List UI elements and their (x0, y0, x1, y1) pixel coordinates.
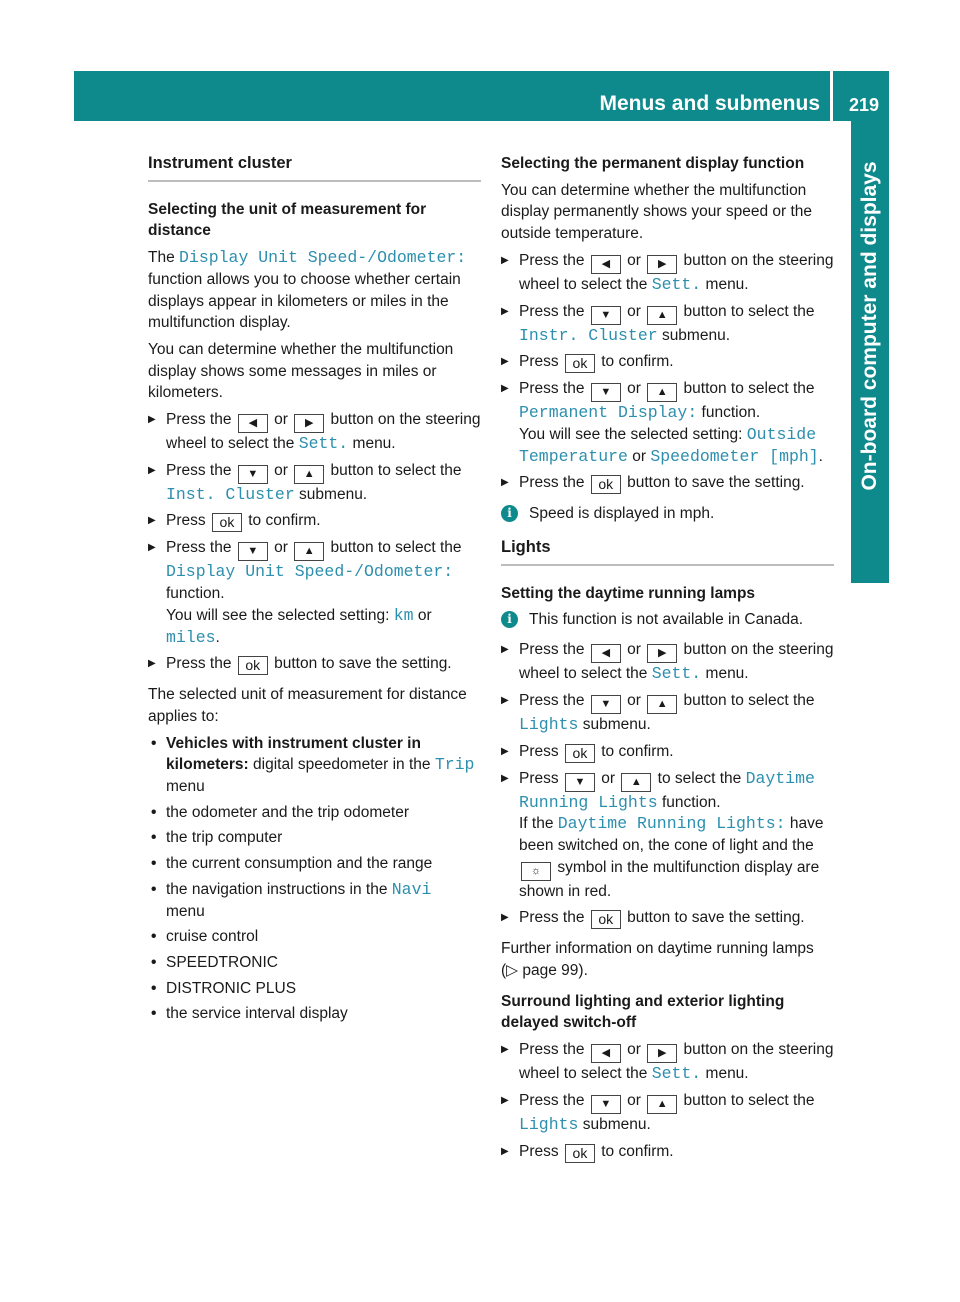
down-button-icon: ▼ (238, 542, 268, 561)
paragraph-intro: The Display Unit Speed-/Odometer: function allows you to choose whether certain displays appear in kilometers or miles in the multifunction display. (148, 248, 467, 332)
ok-button-icon: ok (565, 1144, 595, 1163)
info-icon: i (501, 611, 518, 628)
ok-button-icon: ok (591, 475, 621, 494)
step-save: ▶ Press the ok button to save the setting. (501, 907, 834, 929)
info-note-mph: i Speed is displayed in mph. (501, 503, 834, 525)
ok-button-icon: ok (565, 744, 595, 763)
list-item: • SPEEDTRONIC (148, 952, 481, 974)
list-item: • Vehicles with instrument cluster in kilometers: digital speedometer in the Trip menu (148, 733, 481, 798)
step-confirm: ▶ Press ok to confirm. (501, 1141, 834, 1163)
subheading-surround-lighting: Surround lighting and exterior lighting delayed switch-off (501, 992, 785, 1032)
list-item: • DISTRONIC PLUS (148, 978, 481, 1000)
step-confirm: ▶ Press ok to confirm. (501, 351, 834, 373)
right-button-icon: ▶ (294, 414, 324, 433)
subheading-daytime-lamps: Setting the daytime running lamps (501, 584, 756, 602)
left-column (148, 153, 481, 1029)
header-title: Menus and submenus (599, 92, 820, 115)
page-header (74, 71, 889, 121)
paragraph-applies: The selected unit of measurement for distance applies to: (148, 686, 467, 725)
page-number: 219 (848, 95, 879, 115)
header-divider (830, 71, 833, 121)
section-heading-lights: Lights (501, 537, 834, 566)
down-button-icon: ▼ (591, 306, 621, 325)
up-button-icon: ▲ (647, 306, 677, 325)
left-button-icon: ◀ (238, 414, 268, 433)
ok-button-icon: ok (565, 354, 595, 373)
up-button-icon: ▲ (647, 695, 677, 714)
paragraph-further-info: Further information on daytime running lamps (▷ page 99). (501, 940, 814, 980)
paragraph-miles-km: You can determine whether the multifunction display shows some messages in miles or kilometers. (148, 340, 454, 402)
down-button-icon: ▼ (591, 1095, 621, 1114)
step-select-sett: ▶ Press the ◀ or ▶ button on the steering wheel to select the Sett. menu. (148, 409, 481, 455)
step-confirm: ▶ Press ok to confirm. (501, 741, 834, 763)
subheading-unit-distance: Selecting the unit of measurement for distance (148, 200, 427, 240)
left-button-icon: ◀ (591, 255, 621, 274)
subheading-permanent-display: Selecting the permanent display function (501, 155, 805, 172)
list-item: • the navigation instructions in the Navi menu (148, 879, 481, 922)
step-save: ▶ Press the ok button to save the setting. (501, 472, 834, 494)
left-button-icon: ◀ (591, 644, 621, 663)
info-note-canada: i This function is not available in Canada. (501, 609, 834, 631)
step-select-daytime-lights: ▶ Press ▼ or ▲ to select the Daytime Running Lights function. If the Daytime Running Lights: have been switched on, the cone of light and the ☼ symbol in the multifunction display are shown in red. (501, 768, 834, 903)
step-select-inst-cluster: ▶ Press the ▼ or ▲ button to select the Inst. Cluster submenu. (148, 460, 481, 506)
down-button-icon: ▼ (238, 465, 268, 484)
chapter-tab-label: On-board computer and displays (858, 161, 881, 491)
step-select-sett: ▶ Press the ◀ or ▶ button on the steering wheel to select the Sett. menu. (501, 639, 834, 685)
step-select-lights: ▶ Press the ▼ or ▲ button to select the Lights submenu. (501, 690, 834, 736)
list-item: • the odometer and the trip odometer (148, 802, 481, 824)
up-button-icon: ▲ (621, 773, 651, 792)
info-icon: i (501, 505, 518, 522)
list-item: • the trip computer (148, 827, 481, 849)
up-button-icon: ▲ (647, 383, 677, 402)
down-button-icon: ▼ (565, 773, 595, 792)
ok-button-icon: ok (212, 513, 242, 532)
light-symbol-icon: ☼ (521, 862, 551, 881)
step-select-instr-cluster: ▶ Press the ▼ or ▲ button to select the Instr. Cluster submenu. (501, 301, 834, 347)
list-item: • cruise control (148, 926, 481, 948)
left-button-icon: ◀ (591, 1044, 621, 1063)
step-confirm: ▶ Press ok to confirm. (148, 510, 481, 532)
right-column (501, 153, 834, 1168)
step-select-permanent-display: ▶ Press the ▼ or ▲ button to select the Permanent Display: function. You will see the selected setting: Outside Temperature or Speedometer [mph]. (501, 378, 834, 467)
list-item: • the current consumption and the range (148, 853, 481, 875)
list-item: • the service interval display (148, 1003, 481, 1025)
paragraph-permanent: You can determine whether the multifunction display permanently shows your speed or the outside temperature. (501, 181, 813, 243)
up-button-icon: ▲ (294, 542, 324, 561)
up-button-icon: ▲ (294, 465, 324, 484)
step-select-sett: ▶ Press the ◀ or ▶ button on the steering wheel to select the Sett. menu. (501, 1039, 834, 1085)
step-select-lights: ▶ Press the ▼ or ▲ button to select the Lights submenu. (501, 1090, 834, 1136)
down-button-icon: ▼ (591, 695, 621, 714)
ok-button-icon: ok (238, 656, 268, 675)
menu-display-unit: Display Unit Speed-/Odometer: (179, 248, 467, 268)
step-save: ▶ Press the ok button to save the setting. (148, 653, 481, 675)
section-heading-instrument-cluster: Instrument cluster (148, 153, 481, 182)
right-button-icon: ▶ (647, 1044, 677, 1063)
step-select-display-unit: ▶ Press the ▼ or ▲ button to select the Display Unit Speed-/Odometer: function. You will see the selected setting: km or miles. (148, 537, 481, 648)
right-button-icon: ▶ (647, 255, 677, 274)
down-button-icon: ▼ (591, 383, 621, 402)
ok-button-icon: ok (591, 910, 621, 929)
chapter-tab (851, 121, 889, 583)
right-button-icon: ▶ (647, 644, 677, 663)
step-select-sett: ▶ Press the ◀ or ▶ button on the steering wheel to select the Sett. menu. (501, 250, 834, 296)
up-button-icon: ▲ (647, 1095, 677, 1114)
